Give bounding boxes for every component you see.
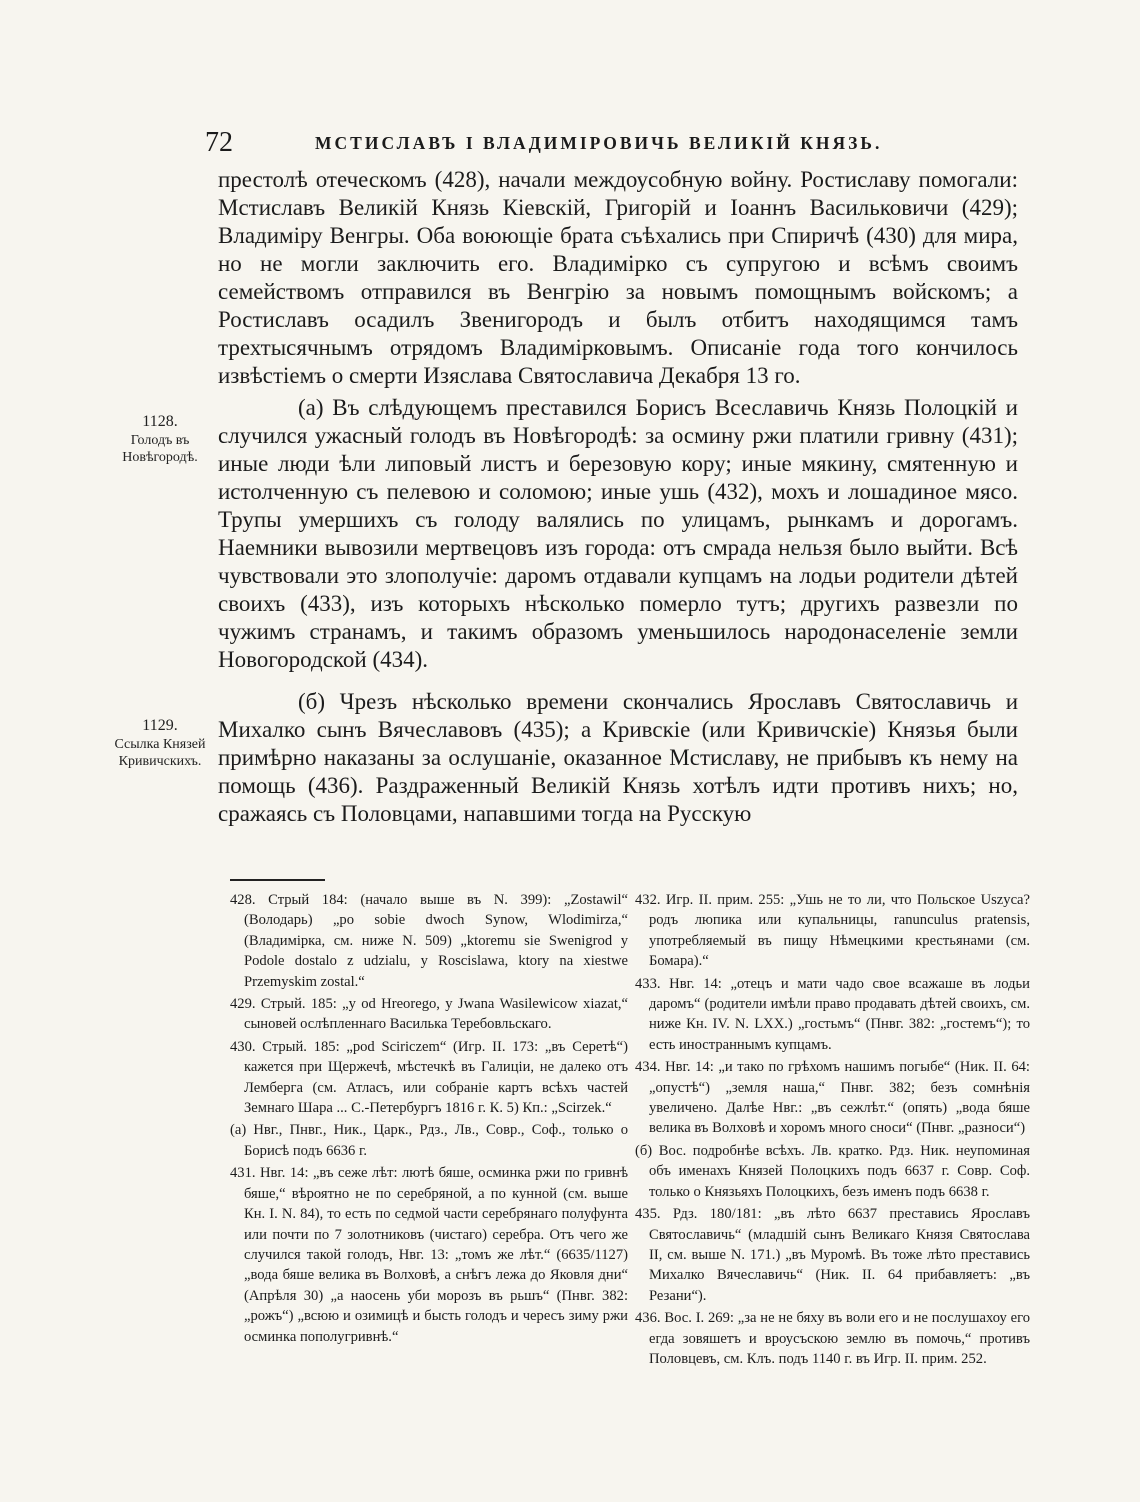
- footnote: 431. Нвг. 14: „въ сеже лѣт: лютѣ бяше, осминка ржи по гривнѣ бяше,“ вѣроятно не по серебряной, а по кунной (см. выше Кн. I. N. 84), то есть по седмой части серебрянаго полуфунта или почти по 7 золотниковъ (чистаго) серебра. Отъ чего же случился такой голодъ, Нвг. 13: „томъ же лѣт.“ (6635/1127) „вода бяше велика въ Волховѣ, а снѣгъ лежа до Яковля дни“ (Апрѣля 30) „а наосень уби морозъ въ рьшъ“ (Пнвг. 382: „рожъ“) „всюю и озимицѣ и бысть голодъ и чересъ зиму ржи осминка пополугривнѣ.“: [230, 1165, 628, 1345]
- marginal-caption: Голодъ въ Новѣгородѣ.: [122, 433, 198, 465]
- marginal-year: 1129.: [142, 717, 178, 734]
- footnotes-right-column: [635, 890, 1030, 1371]
- marginal-note-1129: [104, 716, 216, 770]
- footnote: 433. Нвг. 14: „отецъ и мати чадо свое всажаше въ лодьи даромъ“ (родители имѣли право продавать дѣтей своихъ, см. ниже Кн. IV. N. LXX.) „гостьмъ“ (Пнвг. 382: „гостемъ“); то есть иностраннымъ купцамъ.: [635, 975, 1030, 1053]
- paragraph-continuation: престолѣ отеческомъ (428), начали междоусобную войну. Ростиславу помогали: Мстиславъ Великій Князь Кіевскій, Григорій и Іоаннъ Васильковичи (429); Владиміру Венгры. Оба воюющіе брата съѣхались при Спиричѣ (430) для мира, но не могли заключить его. Владимірко съ супругою и всѣмъ своимъ семействомъ отправился въ Венгрію за новымъ помощнымъ войскомъ; а Ростиславъ осадилъ Звенигородъ и былъ отбитъ находящимся тамъ трехтысячнымъ отрядомъ Владимірковымъ. Описаніе года того кончилось извѣстіемъ о смерти Изяслава Святославича Декабря 13 го.: [218, 167, 1018, 388]
- footnotes-left-column: [230, 890, 628, 1349]
- footnote: 432. Игр. II. прим. 255: „Ушь не то ли, что Польское Uszyca? родъ люпика или купальницы, ranunculus pratensis, употребляемый въ пищу Нѣмецкими крестьянами (см. Бомара).“: [635, 892, 1030, 970]
- footnote: 428. Стрый 184: (начало выше въ N. 399): „Zostawil“ (Володарь) „po sobie dwoch Synow, Wlodimirza,“ (Владимірка, см. ниже N. 509) „ktoremu sie Swenigrod y Podole dostalo z udzialu, y Roscislawa, ktory na xiestwe Przemyskim zostal.“: [230, 892, 628, 990]
- footnote: (а) Нвг., Пнвг., Ник., Царк., Рдз., Лв., Совр., Соф., только о Борисѣ подъ 6636 г.: [230, 1122, 628, 1159]
- main-text: [218, 166, 1018, 828]
- running-title: МСТИСЛАВЪ I ВЛАДИМІРОВИЧЬ ВЕЛИКІЙ КНЯЗЬ.: [315, 133, 883, 153]
- footnote-divider: [230, 879, 325, 881]
- footnote: 429. Стрый. 185: „y od Hreorego, y Jwana Wasilewicow xiazat,“ сыновей ослѣпленнаго Василька Теребовльскаго.: [230, 996, 628, 1033]
- footnote: 436. Вос. I. 269: „за не не бяху въ воли его и не послушахоу его егда зовяшетъ и вроусъскою землю въ помочь,“ противъ Половцевъ, см. Клъ. подъ 1140 г. въ Игр. II. прим. 252.: [635, 1310, 1030, 1367]
- page-number: 72: [205, 127, 233, 158]
- footnote: (б) Вос. подробнѣе всѣхъ. Лв. кратко. Рдз. Ник. неупоминая объ именахъ Князей Полоцкихъ подъ 6637 г. Совр. Соф. только о Князьяхъ Полоцкихъ, безъ именъ подъ 6638 г.: [635, 1142, 1030, 1200]
- page-header: [205, 126, 1035, 160]
- paragraph-a: (а) Въ слѣдующемъ преставился Борисъ Всеславичь Князь Полоцкій и случился ужасный голодъ въ Новѣгородѣ: за осмину ржи платили гривну (431); иные люди ѣли липовый листъ и березовую кору; иные мякину, смятенную и истолченную съ пелевою и соломою; иные ушь (432), мохъ и лошадиное мясо. Трупы умершихъ съ голоду валялись по улицамъ, рынкамъ и дорогамъ. Наемники вывозили мертвецовъ изъ города: отъ смрада нельзя было выйти. Всѣ чувствовали это злополучіе: даромъ отдавали купцамъ на лодьи родители дѣтей своихъ (433), изъ которыхъ нѣсколько померло тутъ; другихъ развезли по чужимъ странамъ, и такимъ образомъ уменьшилось народонаселеніе земли Новогородской (434).: [218, 395, 1018, 672]
- footnote: 434. Нвг. 14: „и тако по грѣхомъ нашимъ погыбе“ (Ник. II. 64: „опустѣ“) „земля наша,“ Пнвг. 382; безъ сомнѣнія увеличено. Далѣе Нвг.: „въ сежлѣт.“ (опять) „вода бяше велика въ Волховѣ и хоромъ много сноси“ (Пнвг. „разноси“): [635, 1059, 1030, 1137]
- footnote: 435. Рдз. 180/181: „въ лѣто 6637 преставись Ярославъ Святославичь“ (младшій сынъ Великаго Князя Святослава II, см. выше N. 171.) „въ Муромѣ. Въ тоже лѣто преставись Михалко Вячеславичь“ (Ник. II. 64 прибавляетъ: „въ Резани“).: [635, 1206, 1030, 1304]
- footnote: 430. Стрый. 185: „pod Sciriczem“ (Игр. II. 173: „въ Серетѣ“) кажется при Щержечѣ, мѣстечкѣ въ Галиціи, не далеко отъ Лемберга (см. Атласъ, или собраніе картъ всѣхъ частей Земнаго Шара ... С.-Петербургъ 1816 г. К. 5) Кп.: „Scirzek.“: [230, 1038, 628, 1117]
- marginal-caption: Ссылка Князей Кривичскихъ.: [114, 737, 206, 769]
- marginal-note-1128: [104, 412, 216, 466]
- footnotes: [230, 890, 1030, 1420]
- paragraph-b: (б) Чрезъ нѣсколько времени скончались Ярославъ Святославичь и Михалко сынъ Вячеславовъ (435); а Кривскіе (или Кривичскіе) Князья были примѣрно наказаны за ослушаніе, оказанное Мстиславу, не прибывъ къ нему на помощь (436). Раздраженный Великій Князь хотѣлъ идти противъ нихъ; но, сражаясь съ Половцами, напавшими тогда на Русскую: [218, 689, 1018, 826]
- marginal-year: 1128.: [142, 413, 178, 430]
